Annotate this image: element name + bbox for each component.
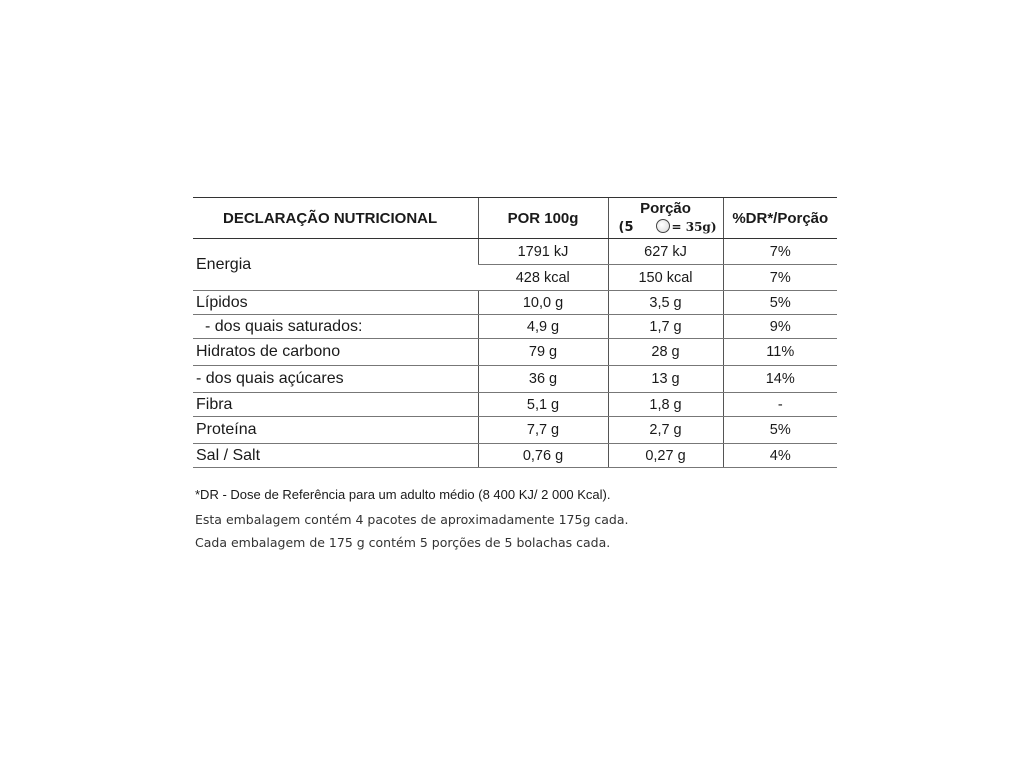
cell-per100: 7,7 g (478, 417, 608, 444)
cell-energy-kcal-per100: 428 kcal (478, 265, 608, 291)
header-declaration: DECLARAÇÃO NUTRICIONAL (193, 198, 478, 239)
cell-energy-kj-portion: 627 kJ (608, 239, 723, 265)
cell-energy-kj-per100: 1791 kJ (478, 239, 608, 265)
table-row (193, 291, 837, 315)
portion-suffix: = 35g) (671, 219, 717, 234)
cell-per100: 5,1 g (478, 393, 608, 417)
cell-dr: 5% (723, 291, 837, 315)
dr-footnote: *DR - Dose de Referência para um adulto médio (8 400 KJ/ 2 000 Kcal). (195, 487, 611, 502)
table-row (193, 339, 837, 366)
cell-portion: 28 g (608, 339, 723, 366)
notes-section (195, 487, 895, 558)
row-label-lipids: Lípidos (193, 291, 478, 315)
cell-portion: 13 g (608, 366, 723, 393)
table-row (193, 444, 837, 468)
cell-portion: 1,8 g (608, 393, 723, 417)
cell-dr: 4% (723, 444, 837, 468)
cell-energy-kj-dr: 7% (723, 239, 837, 265)
header-portion-size (609, 219, 723, 236)
header-per-100g: POR 100g (478, 198, 608, 239)
portion-prefix: (5 (618, 219, 634, 235)
cell-portion: 1,7 g (608, 315, 723, 339)
table-header-row (193, 198, 837, 239)
cookie-icon (656, 219, 670, 233)
row-label-carbohydrates: Hidratos de carbono (193, 339, 478, 366)
table-row (193, 393, 837, 417)
cell-energy-kcal-portion: 150 kcal (608, 265, 723, 291)
package-contents-note: Esta embalagem contém 4 pacotes de aproximadamente 175g cada. (195, 512, 629, 527)
row-label-salt: Sal / Salt (193, 444, 478, 468)
cell-per100: 4,9 g (478, 315, 608, 339)
cell-per100: 0,76 g (478, 444, 608, 468)
portion-contents-note: Cada embalagem de 175 g contém 5 porções de 5 bolachas cada. (195, 535, 611, 550)
cell-per100: 36 g (478, 366, 608, 393)
cell-portion: 0,27 g (608, 444, 723, 468)
cell-dr: - (723, 393, 837, 417)
header-dr-portion: %DR*/Porção (723, 198, 837, 239)
cell-portion: 3,5 g (608, 291, 723, 315)
table-row (193, 315, 837, 339)
row-label-energy: Energia (193, 239, 478, 291)
table-row (193, 366, 837, 393)
cell-dr: 11% (723, 339, 837, 366)
cell-energy-kcal-dr: 7% (723, 265, 837, 291)
cell-dr: 9% (723, 315, 837, 339)
header-portion-title: Porção (640, 199, 691, 217)
cell-dr: 14% (723, 366, 837, 393)
row-label-fibre: Fibra (193, 393, 478, 417)
row-label-sugars: - dos quais açúcares (193, 366, 478, 393)
header-portion (608, 198, 723, 239)
cell-portion: 2,7 g (608, 417, 723, 444)
cell-per100: 79 g (478, 339, 608, 366)
table-row-energy-kj (193, 239, 837, 265)
row-label-saturated: - dos quais saturados: (193, 315, 478, 339)
row-label-protein: Proteína (193, 417, 478, 444)
nutrition-table (193, 197, 837, 468)
table-row (193, 417, 837, 444)
cell-per100: 10,0 g (478, 291, 608, 315)
cell-dr: 5% (723, 417, 837, 444)
